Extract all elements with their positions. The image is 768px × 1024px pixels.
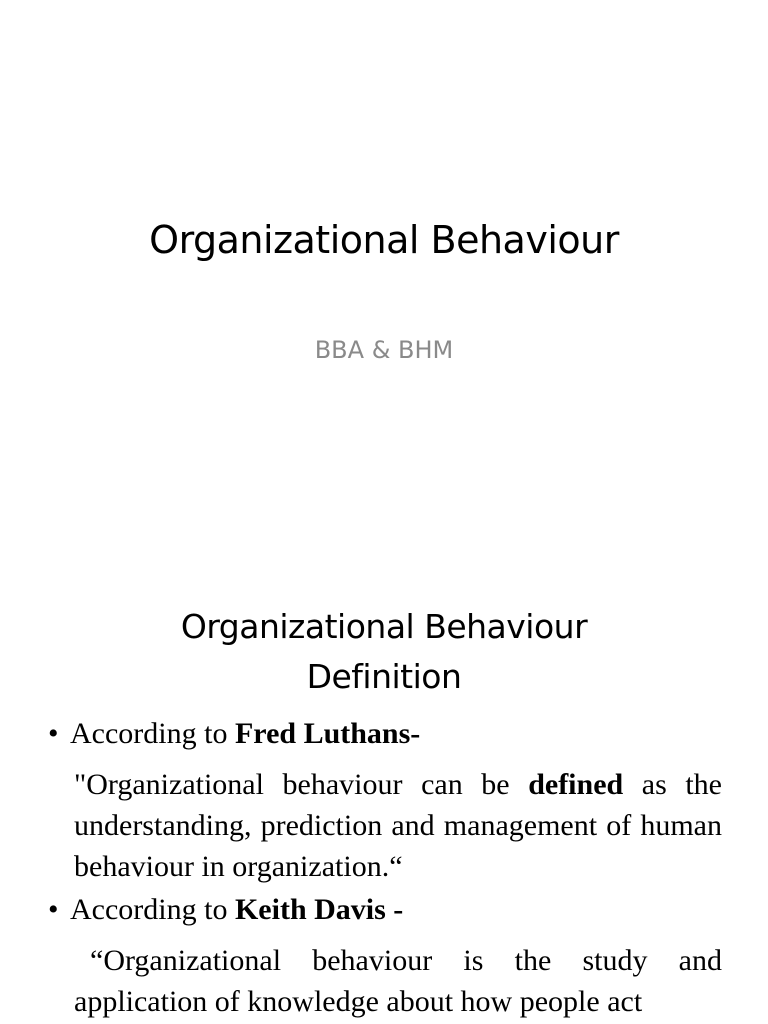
quote-davis: “Organizational behaviour is the study and application of knowledge about how people act: [74, 944, 722, 1018]
definition-title: [0, 602, 768, 702]
quote-bold-word: defined: [528, 768, 624, 801]
author-name: Keith Davis -: [234, 893, 404, 926]
definition-slide: [0, 576, 768, 1024]
quote-luthans: [74, 764, 722, 887]
quote-text-part2: as the understanding, prediction and management of human behaviour in organization.“: [74, 768, 722, 883]
quote-text-part1: "Organizational behaviour can be: [74, 768, 529, 801]
definition-title-line2: Definition: [306, 657, 462, 696]
bullet-prefix: According to: [70, 717, 235, 750]
definition-title-line1: Organizational Behaviour: [180, 607, 588, 646]
bullet-marker: •: [48, 717, 59, 750]
bullet-marker: •: [48, 893, 59, 926]
author-name: Fred Luthans-: [234, 717, 421, 750]
bullet-davis: [48, 892, 403, 928]
bullet-luthans: [48, 716, 420, 752]
slide-subtitle: BBA & BHM: [314, 336, 454, 364]
bullet-prefix: According to: [70, 893, 235, 926]
slide-title: Organizational Behaviour: [149, 218, 619, 262]
